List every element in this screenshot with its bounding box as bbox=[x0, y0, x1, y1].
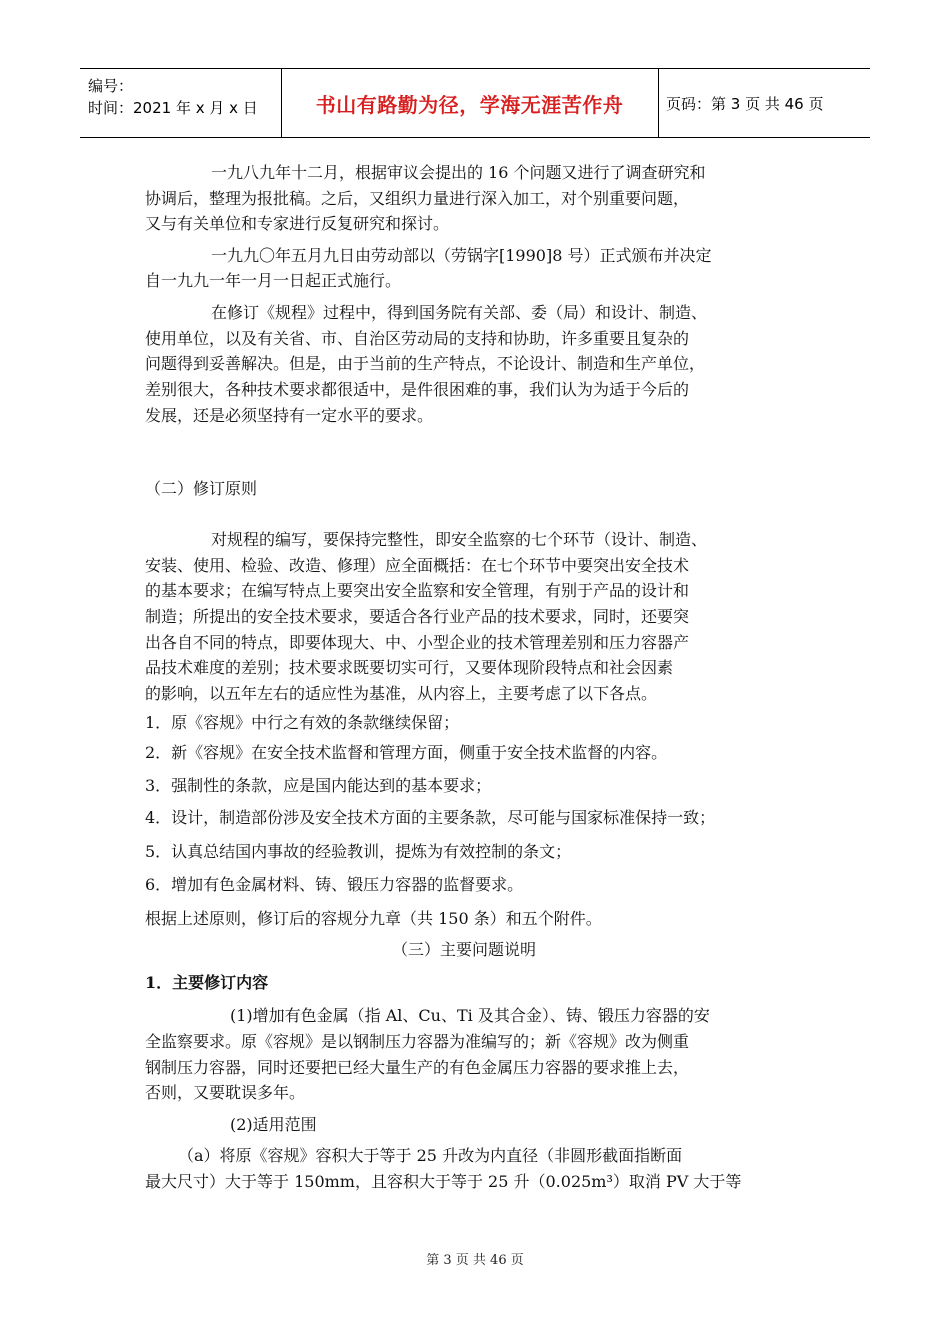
para3-line: 差别很大，各种技术要求都很适中，是件很困难的事，我们认为为适于今后的 bbox=[145, 380, 690, 399]
list-item: 6．增加有色金属材料、铸、锻压力容器的监督要求。 bbox=[145, 875, 524, 894]
page-header bbox=[80, 68, 870, 138]
para1-line: 一九八九年十二月，根据审议会提出的 16 个问题又进行了调查研究和 bbox=[211, 163, 706, 182]
header-page-info: 页码：第 3 页 共 46 页 bbox=[666, 94, 824, 113]
subsection-title: (2)适用范围 bbox=[230, 1115, 317, 1134]
header-meta bbox=[88, 75, 258, 119]
para4-line: 的影响，以五年左右的适应性为基准，从内容上，主要考虑了以下各点。 bbox=[145, 684, 658, 703]
para5-line: 钢制压力容器，同时还要把已经大量生产的有色金属压力容器的要求推上去， bbox=[145, 1058, 690, 1077]
summary-line: 根据上述原则，修订后的容规分九章（共 150 条）和五个附件。 bbox=[145, 909, 602, 928]
para1-line: 协调后，整理为报批稿。之后，又组织力量进行深入加工，对个别重要问题， bbox=[145, 189, 690, 208]
header-motto: 书山有路勤为径，学海无涯苦作舟 bbox=[315, 92, 624, 117]
para4-line: 安装、使用、检验、改造、修理）应全面概括：在七个环节中要突出安全技术 bbox=[145, 556, 690, 575]
subsection-title: 1．主要修订内容 bbox=[145, 973, 269, 992]
para3-line: 问题得到妥善解决。但是，由于当前的生产特点，不论设计、制造和生产单位， bbox=[145, 354, 706, 373]
section-title: （二）修订原则 bbox=[145, 479, 258, 498]
para1-line: 又与有关单位和专家进行反复研究和探讨。 bbox=[145, 214, 450, 233]
list-item: 5．认真总结国内事故的经验教训，提炼为有效控制的条文； bbox=[145, 842, 572, 861]
para2-line: 一九九〇年五月九日由劳动部以（劳锅字[1990]8 号）正式颁布并决定 bbox=[211, 246, 712, 265]
list-item: 3．强制性的条款，应是国内能达到的基本要求； bbox=[145, 776, 492, 795]
para3-line: 在修订《规程》过程中，得到国务院有关部、委（局）和设计、制造、 bbox=[211, 303, 708, 322]
para5-line: 全监察要求。原《容规》是以钢制压力容器为准编写的；新《容规》改为侧重 bbox=[145, 1032, 690, 1051]
para4-line: 品技术难度的差别；技术要求既要切实可行，又要体现阶段特点和社会因素 bbox=[145, 658, 674, 677]
header-divider bbox=[658, 69, 659, 137]
para4-line: 出各自不同的特点，即要体现大、中、小型企业的技术管理差别和压力容器产 bbox=[145, 633, 690, 652]
para2-line: 自一九九一年一月一日起正式施行。 bbox=[145, 271, 402, 290]
doc-number-label: 编号： bbox=[88, 77, 134, 95]
list-item: 2．新《容规》在安全技术监督和管理方面，侧重于安全技术监督的内容。 bbox=[145, 743, 668, 762]
list-item: 1．原《容规》中行之有效的条款继续保留； bbox=[145, 713, 460, 732]
para4-line: 制造；所提出的安全技术要求，要适合各行业产品的技术要求，同时，还要突 bbox=[145, 607, 690, 626]
para4-line: 的基本要求；在编写特点上要突出安全监察和安全管理，有别于产品的设计和 bbox=[145, 581, 690, 600]
doc-time-label: 时间：2021 年 x 月 x 日 bbox=[88, 99, 258, 117]
para6-line: 最大尺寸）大于等于 150mm，且容积大于等于 25 升（0.025m³）取消 PV 大于等 bbox=[145, 1172, 742, 1191]
list-item: 4．设计，制造部份涉及安全技术方面的主要条款，尽可能与国家标准保持一致； bbox=[145, 808, 716, 827]
para4-line: 对规程的编写，要保持完整性，即安全监察的七个环节（设计、制造、 bbox=[211, 530, 708, 549]
page-footer: 第 3 页 共 46 页 bbox=[426, 1253, 524, 1268]
para3-line: 使用单位，以及有关省、市、自治区劳动局的支持和协助，许多重要且复杂的 bbox=[145, 329, 690, 348]
para6-line: （a）将原《容规》容积大于等于 25 升改为内直径（非圆形截面指断面 bbox=[178, 1146, 683, 1165]
para3-line: 发展，还是必须坚持有一定水平的要求。 bbox=[145, 406, 434, 425]
para5-line: (1)增加有色金属（指 Al、Cu、Ti 及其合金）、铸、锻压力容器的安 bbox=[230, 1006, 710, 1025]
para5-line: 否则，又要耽误多年。 bbox=[145, 1083, 306, 1102]
section-title: （三）主要问题说明 bbox=[392, 940, 537, 959]
